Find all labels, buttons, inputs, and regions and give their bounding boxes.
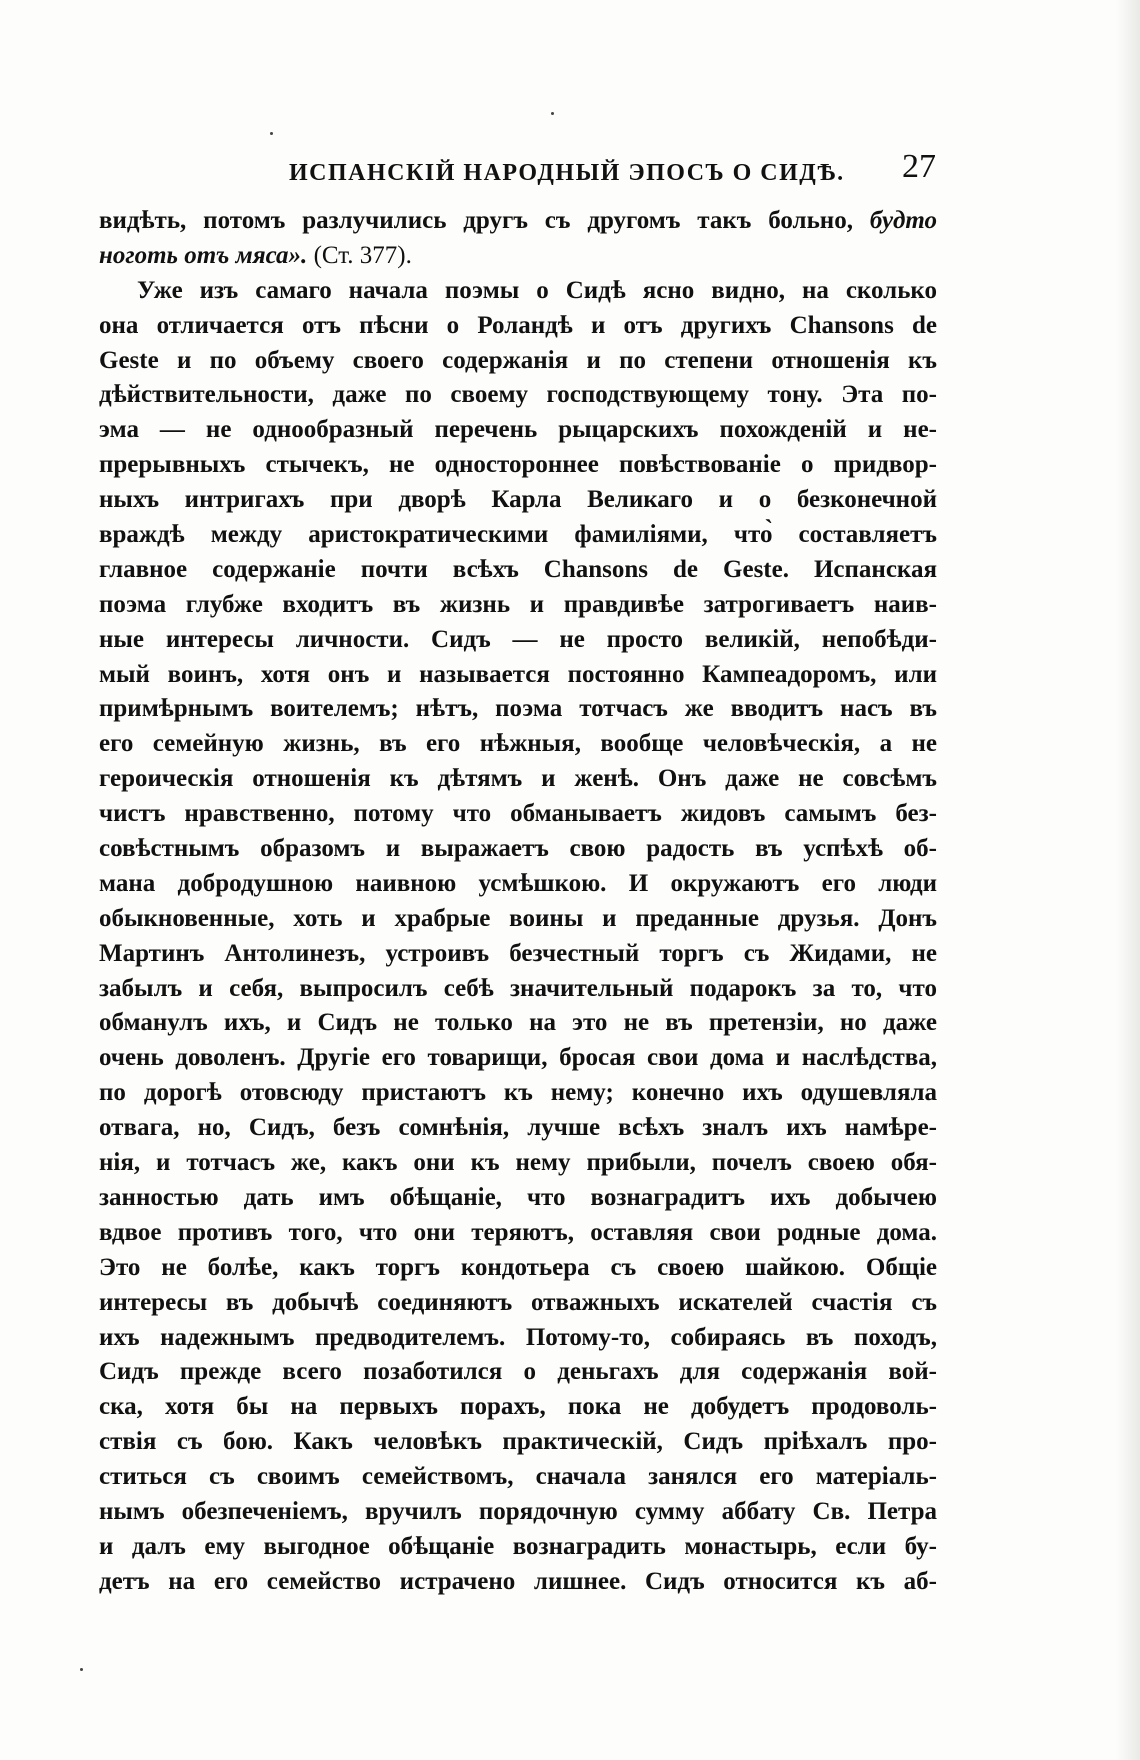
text-line: ныхъ интригахъ при дворѣ Карла Великаго и о безконечной: [99, 486, 937, 514]
text-line: Это не болѣе, какъ торгъ кондотьера съ своею шайкою. Общіе: [99, 1253, 937, 1281]
text-line: [99, 239, 937, 274]
italic-quote: ноготь отъ мяса».: [99, 241, 308, 269]
text-line: видѣть, потомъ разлучились другъ съ другомъ такъ больно, будто: [99, 207, 938, 234]
verse-reference: (Ст. 377).: [313, 241, 412, 269]
text-line: детъ на его семейство истрачено лишнее. Сидъ относится къ аб-: [99, 1567, 937, 1595]
text-line: интересы въ добычѣ соединяютъ отважныхъ искателей счастія съ: [99, 1288, 937, 1316]
text-line: Уже изъ самаго начала поэмы о Сидѣ ясно видно, на сколько: [137, 276, 937, 304]
text-line: ихъ надежнымъ предводителемъ. Потому-то, собираясь въ походъ,: [99, 1323, 937, 1351]
text-line: вдвое противъ того, что они теряютъ, оставляя свои родные дома.: [99, 1218, 937, 1246]
text-line: забылъ и себя, выпросилъ себѣ значительный подарокъ за то, что: [99, 974, 937, 1002]
text-line: обыкновенные, хоть и храбрые воины и преданные друзья. Донъ: [99, 904, 937, 932]
text-line: мый воинъ, хотя онъ и называется постоянно Кампеадоромъ, или: [99, 660, 937, 688]
print-speck: [80, 1668, 83, 1671]
text-line: очень доволенъ. Другіе его товарищи, бросая свои дома и наслѣдства,: [99, 1044, 937, 1072]
text-line: прерывныхъ стычекъ, не одностороннее повѣствованіе о придвор-: [99, 451, 937, 479]
text-line: нымъ обезпеченіемъ, вручилъ порядочную сумму аббату Св. Петра: [99, 1497, 937, 1525]
text-line: мана добродушною наивною усмѣшкою. И окружаютъ его люди: [99, 869, 937, 897]
text-line: героическія отношенія къ дѣтямъ и женѣ. Онъ даже не совсѣмъ: [99, 765, 937, 793]
text-line: дѣйствительности, даже по своему господствующему тону. Эта по-: [99, 381, 937, 409]
text-line: главное содержаніе почти всѣхъ Chansons de Geste. Испанская: [99, 555, 937, 583]
text-line: ные интересы личности. Сидъ — не просто великій, непобѣди-: [99, 625, 937, 653]
page-header: [84, 146, 936, 192]
text-line: она отличается отъ пѣсни о Роландѣ и отъ другихъ Chansons de: [99, 311, 937, 339]
text-line: его семейную жизнь, въ его нѣжныя, вообще человѣческія, а не: [99, 730, 937, 758]
print-speck: [270, 132, 273, 135]
text-line: Сидъ прежде всего позаботился о деньгахъ для содержанія вой-: [99, 1358, 937, 1386]
text-line: занностью дать имъ обѣщаніе, что вознаградитъ ихъ добычею: [99, 1183, 937, 1211]
text-line: совѣстнымъ образомъ и выражаетъ свою радость въ успѣхѣ об-: [99, 835, 937, 863]
text-line: и далъ ему выгодное обѣщаніе вознаградить монастырь, если бу-: [99, 1532, 937, 1560]
page-edge-shadow: [1116, 0, 1140, 1760]
page-number: 27: [902, 148, 936, 185]
body-text: [99, 204, 937, 1600]
text-line: обманулъ ихъ, и Сидъ не только на это не въ претензіи, но даже: [99, 1009, 937, 1037]
text-line: Мартинъ Антолинезъ, устроивъ безчестный торгъ съ Жидами, не: [99, 939, 937, 967]
text-line: враждѣ между аристократическими фамиліями, что̀ составляетъ: [99, 521, 937, 549]
text-line: по дорогѣ отовсюду пристаютъ къ нему; конечно ихъ одушевляла: [99, 1079, 937, 1107]
text-line: поэма глубже входитъ въ жизнь и правдивѣе затрогиваетъ наив-: [99, 590, 937, 618]
text-line: нія, и тотчасъ же, какъ они къ нему прибыли, почелъ своею обя-: [99, 1149, 937, 1177]
text-line: чистъ нравственно, потому что обманываетъ жидовъ самымъ без-: [99, 800, 937, 828]
text-line: примѣрнымъ воителемъ; нѣтъ, поэма тотчасъ же вводитъ насъ въ: [99, 695, 937, 723]
text-line: отвага, но, Сидъ, безъ сомнѣнія, лучше всѣхъ зналъ ихъ намѣре-: [99, 1114, 937, 1142]
italic-quote: будто: [869, 207, 938, 234]
running-title: ИСПАНСКІЙ НАРОДНЫЙ ЭПОСЪ О СИДѢ.: [289, 160, 845, 186]
text-line: ститься съ своимъ семействомъ, сначала занялся его матеріаль-: [99, 1463, 937, 1491]
text-line: ска, хотя бы на первыхъ порахъ, пока не добудетъ продоволь-: [99, 1393, 937, 1421]
print-speck: [551, 112, 554, 115]
text-line: эма — не однообразный перечень рыцарскихъ похожденій и не-: [99, 416, 937, 444]
text-line: ствія съ бою. Какъ человѣкъ практическій, Сидъ пріѣхалъ про-: [99, 1428, 937, 1456]
text-line: Geste и по объему своего содержанія и по степени отношенія къ: [99, 346, 937, 374]
